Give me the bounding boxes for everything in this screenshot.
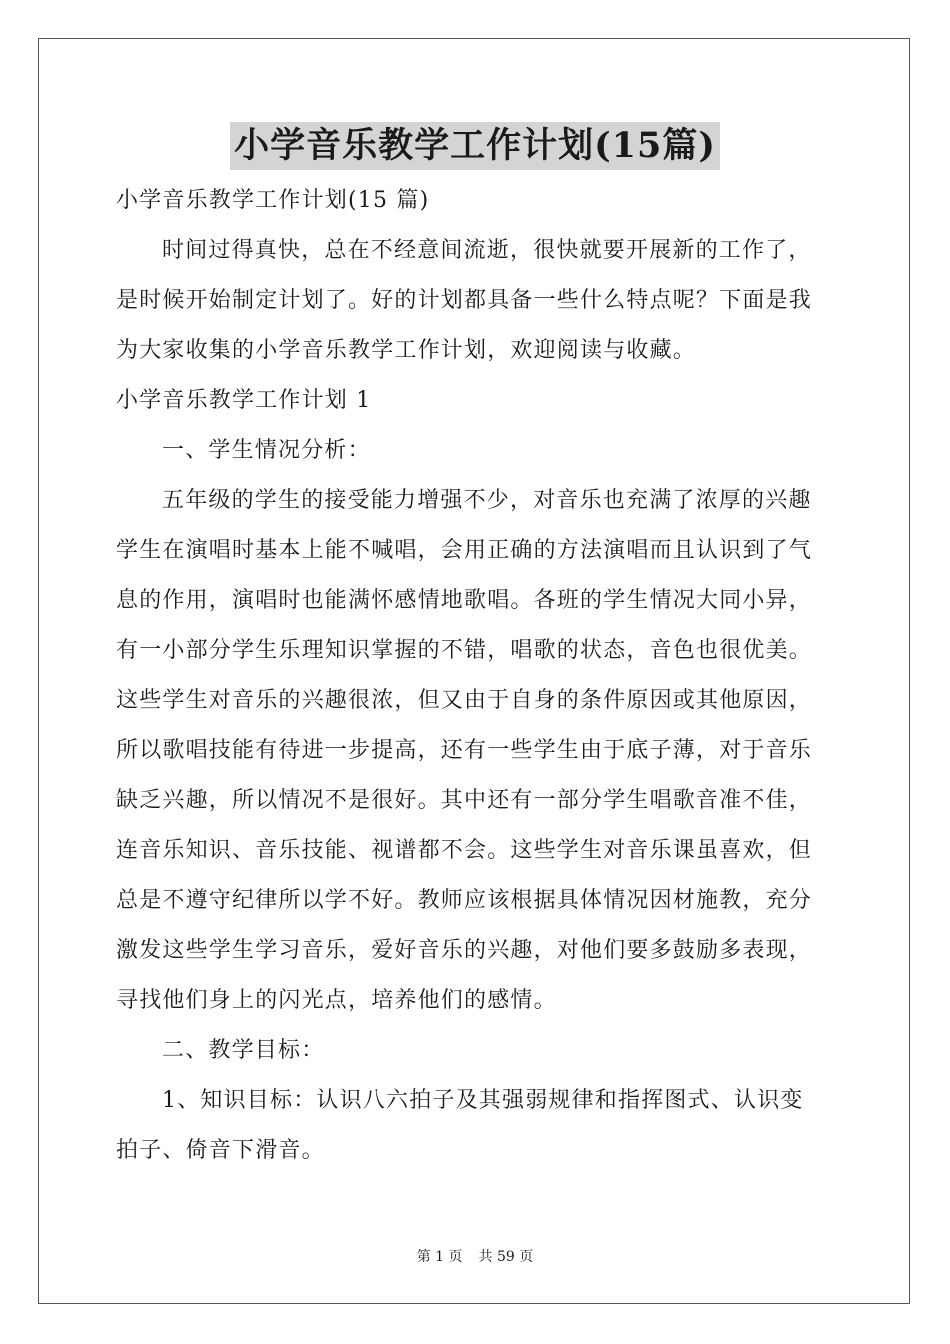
body-line: 小学音乐教学工作计划(15 篇) [116,188,430,213]
body-line: 是时候开始制定计划了。好的计划都具备一些什么特点呢？下面是我 [116,288,813,313]
body-line: 所以歌唱技能有待进一步提高，还有一些学生由于底子薄，对于音乐 [116,738,813,763]
body-line: 为大家收集的小学音乐教学工作计划，欢迎阅读与收藏。 [116,338,697,363]
total-pages: 共 59 页 [478,1249,534,1265]
body-line: 息的作用，演唱时也能满怀感情地歌唱。各班的学生情况大同小异， [116,588,813,613]
document-body [116,176,834,1176]
body-line: 总是不遵守纪律所以学不好。教师应该根据具体情况因材施教，充分 [116,888,813,913]
body-line: 1、知识目标：认识八六拍子及其强弱规律和指挥图式、认识变 [162,1088,804,1113]
body-line: 学生在演唱时基本上能不喊唱，会用正确的方法演唱而且认识到了气 [116,538,813,563]
body-line: 拍子、倚音下滑音。 [116,1138,325,1163]
page-number: 第 1 页 [416,1249,463,1265]
subsection-heading: 二、教学目标： [162,1038,325,1063]
body-line: 五年级的学生的接受能力增强不少，对音乐也充满了浓厚的兴趣 [162,488,812,513]
title-container [0,122,950,170]
body-line: 有一小部分学生乐理知识掌握的不错，唱歌的状态，音色也很优美。 [116,638,813,663]
body-line: 缺乏兴趣，所以情况不是很好。其中还有一部分学生唱歌音准不佳， [116,788,813,813]
body-line: 寻找他们身上的闪光点，培养他们的感情。 [116,988,557,1013]
body-line: 这些学生对音乐的兴趣很浓，但又由于自身的条件原因或其他原因， [116,688,813,713]
subsection-heading: 一、学生情况分析： [162,438,371,463]
document-title: 小学音乐教学工作计划(15篇) [230,122,720,170]
page-footer [0,1247,950,1267]
body-line: 时间过得真快，总在不经意间流逝，很快就要开展新的工作了， [162,238,812,263]
body-line: 激发这些学生学习音乐，爱好音乐的兴趣，对他们要多鼓励多表现， [116,938,813,963]
body-line: 连音乐知识、音乐技能、视谱都不会。这些学生对音乐课虽喜欢，但 [116,838,813,863]
section-heading: 小学音乐教学工作计划 1 [116,388,372,413]
